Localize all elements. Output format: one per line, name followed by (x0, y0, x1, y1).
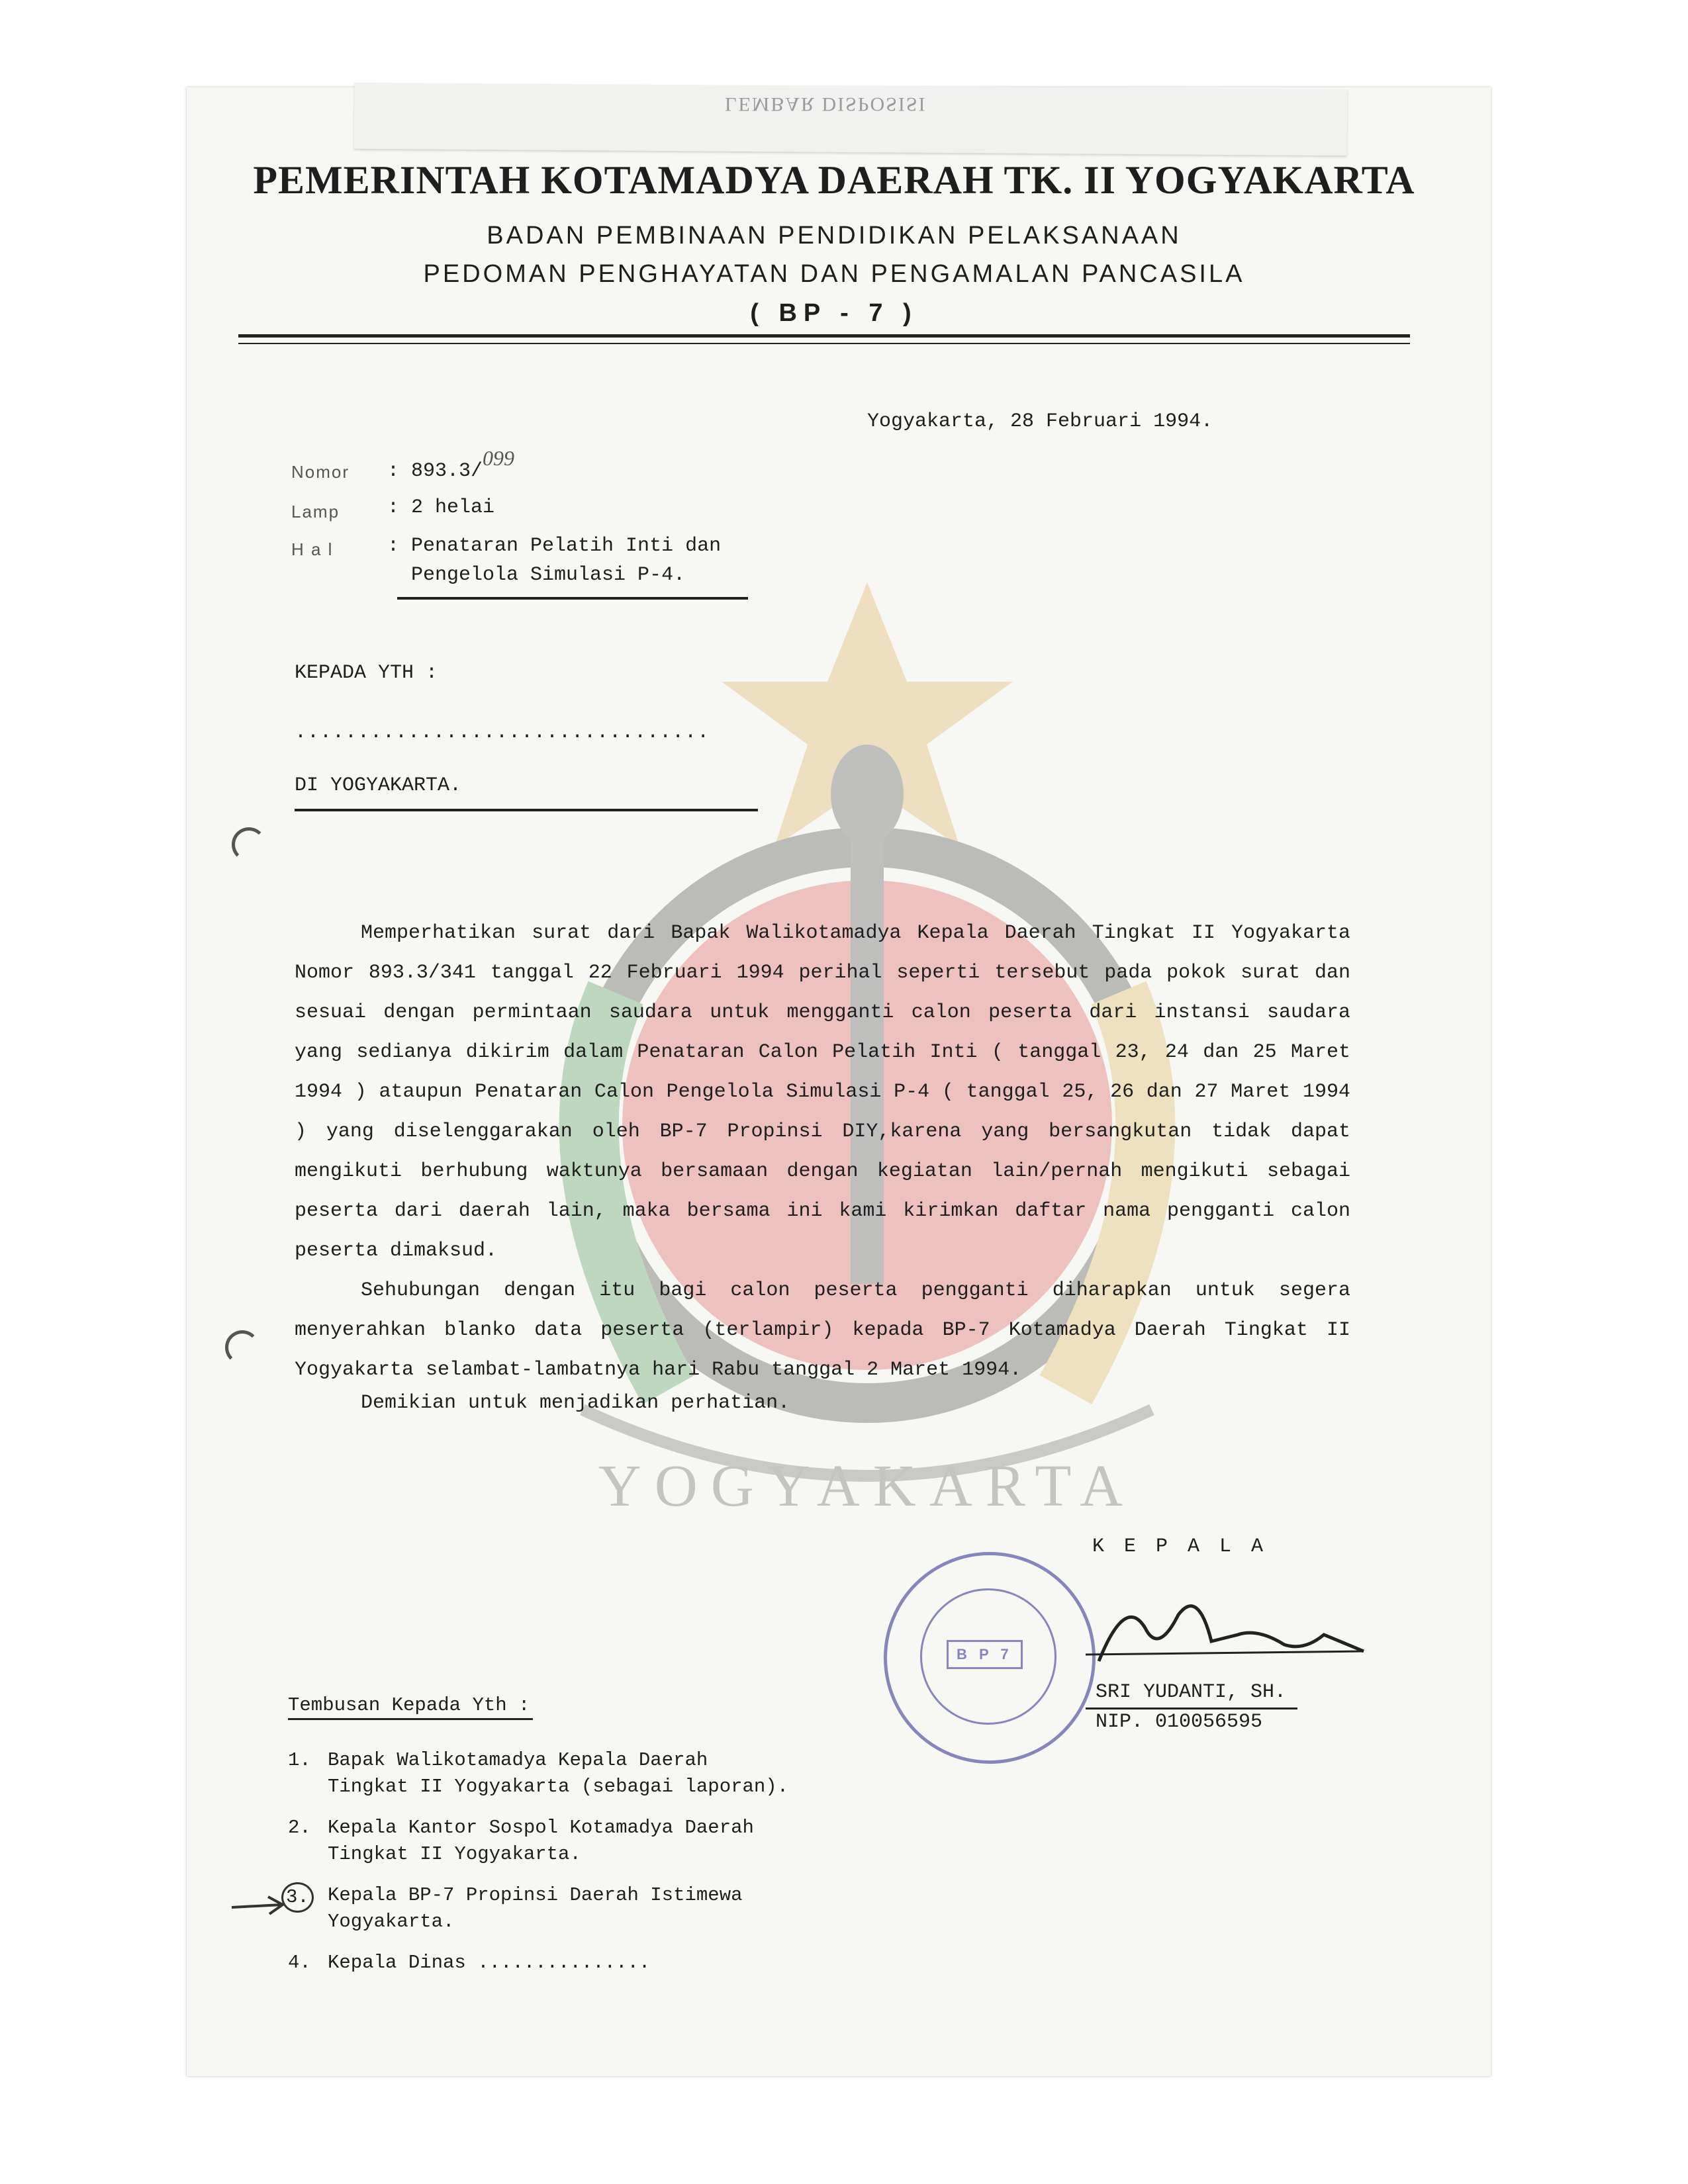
cc-item: 3. Kepala BP-7 Propinsi Daerah Istimewa Yogyakarta. (288, 1882, 788, 1935)
handwritten-arrow-icon (228, 1893, 288, 1919)
cc-item: 1. Bapak Walikotamadya Kepala Daerah Tingkat II Yogyakarta (sebagai laporan). (288, 1749, 789, 1797)
cc-item: 4. Kepala Dinas ............... (288, 1952, 651, 1974)
signatory-name: SRI YUDANTI, SH. (1096, 1681, 1287, 1704)
stamp-center-text: B P 7 (947, 1640, 1023, 1669)
hal-value-line2: Pengelola Simulasi P-4. (387, 564, 686, 586)
cc-list (288, 1747, 788, 1991)
cc-heading-underline (288, 1718, 533, 1720)
watermark-text: YOGYAKARTA (598, 1453, 1137, 1519)
hal-label: H a l (291, 539, 334, 559)
punch-hole-icon (225, 1330, 259, 1365)
cc-heading: Tembusan Kepada Yth : (288, 1694, 530, 1716)
recipient-underline (295, 809, 758, 811)
lamp-value: : 2 helai (387, 496, 495, 519)
letterhead-rule-thick (238, 334, 1410, 338)
letterhead-acronym: ( BP - 7 ) (750, 299, 918, 327)
body-paragraph-3: Demikian untuk menjadikan perhatian. (361, 1392, 790, 1414)
punch-hole-icon (232, 827, 266, 862)
cc-item: 2. Kepala Kantor Sospol Kotamadya Daerah Tingkat II Yogyakarta. (288, 1817, 754, 1865)
letter-date: Yogyakarta, 28 Februari 1994. (867, 410, 1213, 433)
recipient-dots: ................................. (295, 721, 710, 744)
letterhead-rule-thin (238, 343, 1410, 344)
signatory-name-underline (1086, 1707, 1297, 1709)
body-paragraph-1: Memperhatikan surat dari Bapak Walikotamadya Kepala Daerah Tingkat II Yogyakarta Nomor 893.3/341 tanggal 22 Februari 1994 perihal seperti tersebut pada pokok surat dan sesuai dengan permintaan saudara untuk mengganti calon peserta dari instansi saudara yang sedianya dikirim dalam Penataran Calon Pelatih Inti ( tanggal 23, 24 dan 25 Maret 1994 ) ataupun Penataran Calon Pengelola Simulasi P-4 ( tanggal 25, 26 dan 27 Maret 1994 ) yang diselenggarakan oleh BP-7 Propinsi DIY,karena yang bersangkutan tidak dapat mengikuti berhubung waktunya bersamaan dengan kegiatan lain/pernah mengikuti sebagai peserta dari daerah lain, maka bersama ini kami kirimkan daftar nama pengganti calon peserta dimaksud. (295, 922, 1350, 1262)
letterhead-subtitle-2: PEDOMAN PENGHAYATAN DAN PENGAMALAN PANCASILA (423, 260, 1245, 288)
letterhead-subtitle-1: BADAN PEMBINAAN PENDIDIKAN PELAKSANAAN (487, 222, 1182, 250)
official-stamp (884, 1552, 1096, 1764)
nomor-value: : 893.3/099 (387, 446, 515, 482)
hal-value-line1: : Penataran Pelatih Inti dan (387, 535, 722, 557)
body-paragraph-2: Sehubungan dengan itu bagi calon peserta pengganti diharapkan untuk segera menyerahkan blanko data peserta (terlampir) kepada BP-7 Kotamadya Daerah Tingkat II Yogyakarta selambat-lambatnya hari Rabu tanggal 2 Maret 1994. (295, 1279, 1350, 1381)
nomor-label: Nomor (291, 462, 350, 482)
signatory-title: K E P A L A (1092, 1535, 1268, 1558)
subject-underline (397, 597, 748, 600)
recipient-heading: KEPADA YTH : (295, 662, 438, 684)
recipient-place: DI YOGYAKARTA. (295, 774, 462, 797)
handwritten-signature (1086, 1588, 1370, 1674)
disposition-slip-text: LEMBAR DISPOSISI (725, 93, 927, 115)
signatory-nip: NIP. 010056595 (1096, 1711, 1263, 1733)
letterhead-title: PEMERINTAH KOTAMADYA DAERAH TK. II YOGYAKARTA (253, 158, 1415, 202)
lamp-label: Lamp (291, 502, 340, 522)
nomor-handwritten: 099 (483, 446, 515, 470)
